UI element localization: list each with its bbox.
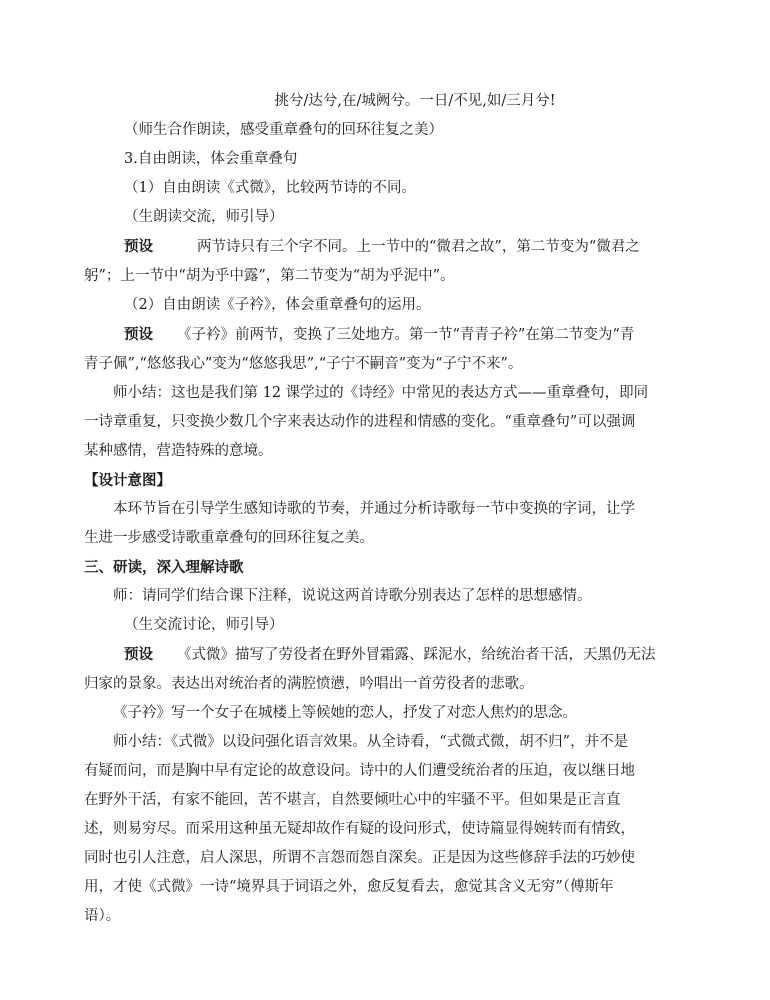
body-line: 躬”；上一节中“胡为乎中露”，第二节变为“胡为乎泥中”。	[84, 268, 455, 284]
preset-text: 《式微》描写了劳役者在野外冒霜露、踩泥水，给统治者干活，天黑仍无法	[177, 647, 656, 663]
document-page	[84, 87, 706, 931]
note-line: （生朗读交流，师引导）	[124, 209, 284, 225]
note-line: （师生合作朗读，感受重章叠句的回环往复之美）	[124, 122, 443, 138]
body-line: 同时也引人注意，启人深思，所谓不言怨而怨自深矣。正是因为这些修辞手法的巧妙使	[84, 850, 635, 866]
section-heading: 【设计意图】	[84, 472, 171, 489]
body-line: 一诗章重复，只变换少数几个字来表达动作的进程和情感的变化。“重章叠句”可以强调	[84, 414, 636, 430]
preset-text: 《子衿》前两节，变换了三处地方。第一节“青青子衿”在第二节变为“青	[177, 327, 635, 343]
body-line: 用，才使《式微》一诗“境界具于词语之外，愈反复看去，愈觉其含义无穷”（傅斯年	[84, 879, 614, 895]
step-heading: 3.自由朗读，体会重章叠句	[124, 151, 298, 167]
section-heading: 三、研读，深入理解诗歌	[84, 559, 244, 576]
body-line: 述，则易穷尽。而采用这种虽无疑却故作有疑的设问形式，使诗篇显得婉转而有情致，	[84, 821, 635, 837]
body-line: 有疑而问，而是胸中早有定论的故意设问。诗中的人们遭受统治者的压迫，夜以继日地	[84, 763, 635, 779]
preset-line	[84, 640, 706, 670]
preset-label: 预设	[124, 646, 153, 663]
body-line: 某种感情，营造特殊的意境。	[84, 443, 273, 459]
task-line: （2）自由朗读《子衿》，体会重章叠句的运用。	[124, 297, 431, 313]
task-line: （1）自由朗读《式微》，比较两节诗的不同。	[124, 180, 416, 196]
body-line: 师小结：《式微》以设问强化语言效果。从全诗看，“式微式微，胡不归”，并不是	[113, 734, 629, 750]
body-line: 归家的景象。表达出对统治者的满腔愤懑，吟唱出一首劳役者的悲歌。	[84, 676, 534, 692]
body-line: 语）。	[84, 908, 121, 924]
preset-label: 预设	[124, 326, 153, 343]
preset-label: 预设	[124, 238, 153, 255]
body-line: 生进一步感受诗歌重章叠句的回环往复之美。	[84, 530, 374, 546]
body-line: 师：请同学们结合课下注释，说说这两首诗歌分别表达了怎样的思想感情。	[113, 588, 592, 604]
preset-text: 两节诗只有三个字不同。上一节中的“微君之故”，第二节变为“微君之	[197, 239, 640, 255]
poem-line: 挑兮/达兮,在/城阙兮。一日/不见,如/三月兮!	[274, 93, 556, 109]
body-line: 本环节旨在引导学生感知诗歌的节奏，并通过分析诗歌每一节中变换的字词，让学	[113, 501, 635, 517]
preset-line	[84, 320, 706, 350]
note-line: （生交流讨论，师引导）	[124, 617, 284, 633]
body-line: 青子佩”,“悠悠我心”变为“悠悠我思”,“子宁不嗣音”变为“子宁不来”。	[84, 356, 523, 372]
body-line: 《子衿》写一个女子在城楼上等候她的恋人，抒发了对恋人焦灼的思念。	[113, 705, 577, 721]
body-line: 在野外干活，有家不能回，苦不堪言，自然要倾吐心中的牢骚不平。但如果是正言直	[84, 792, 621, 808]
preset-line	[84, 232, 706, 262]
body-line: 师小结：这也是我们第 12 课学过的《诗经》中常见的表达方式——重章叠句，即同	[113, 385, 649, 401]
